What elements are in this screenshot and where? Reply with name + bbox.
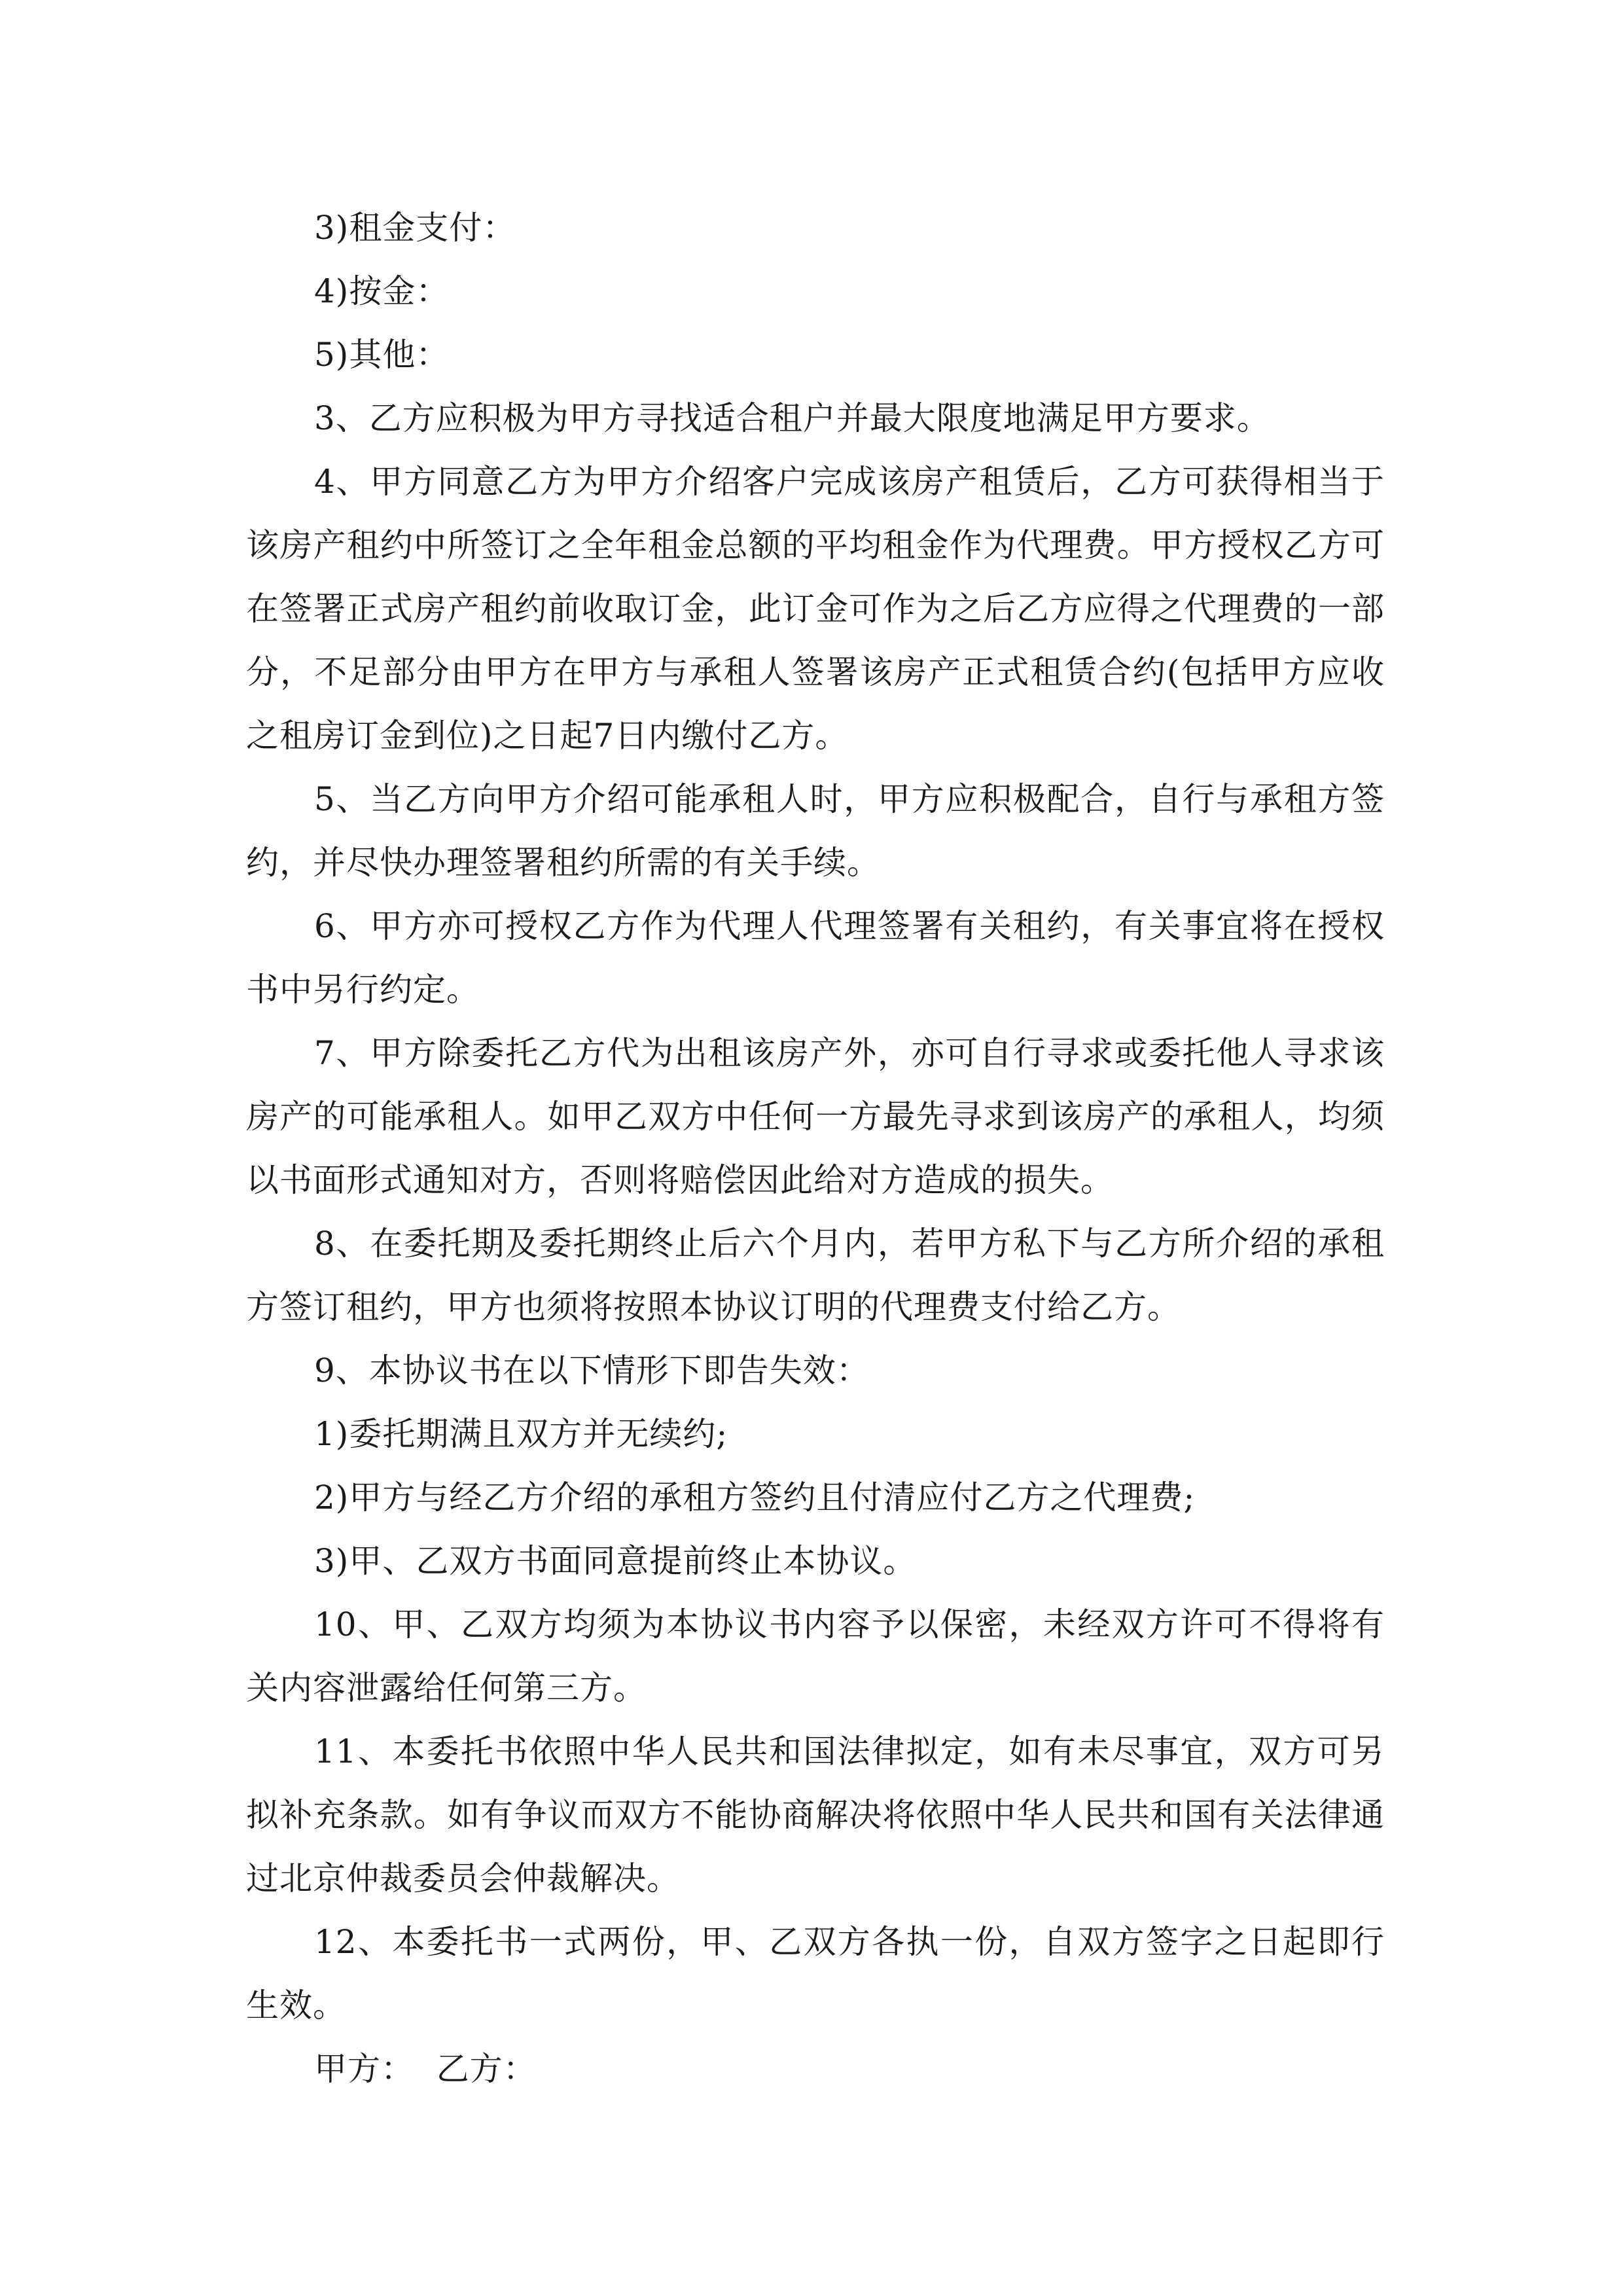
clause-9-item-3: 3)甲、乙双方书面同意提前终止本协议。 — [314, 1542, 917, 1580]
signature-line — [246, 2037, 1385, 2101]
party-b-label: 乙方： — [436, 2050, 537, 2088]
clause-6: 6、甲方亦可授权乙方作为代理人代理签署有关租约，有关事宜将在授权书中另行约定。 — [246, 907, 1385, 1009]
clause-10: 10、甲、乙双方均须为本协议书内容予以保密，未经双方许可不得将有关内容泄露给任何第三方。 — [246, 1605, 1385, 1707]
clause-4: 4、甲方同意乙方为甲方介绍客户完成该房产租赁后，乙方可获得相当于该房产租约中所签订之全年租金总额的平均租金作为代理费。甲方授权乙方可在签署正式房产租约前收取订金，此订金可作为之后乙方应得之代理费的一部分，不足部分由甲方在甲方与承租人签署该房产正式租赁合约(包括甲方应收之租房订金到位)之日起7日内缴付乙方。 — [246, 463, 1385, 755]
clause-deposit: 4)按金： — [314, 272, 450, 310]
clause-9: 9、本协议书在以下情形下即告失效： — [314, 1352, 870, 1390]
clause-7: 7、甲方除委托乙方代为出租该房产外，亦可自行寻求或委托他人寻求该房产的可能承租人。如甲乙双方中任何一方最先寻求到该房产的承租人，均须以书面形式通知对方，否则将赔偿因此给对方造成的损失。 — [246, 1034, 1385, 1199]
clause-5: 5、当乙方向甲方介绍可能承租人时，甲方应积极配合，自行与承租方签约，并尽快办理签署租约所需的有关手续。 — [246, 780, 1385, 882]
clause-12: 12、本委托书一式两份，甲、乙双方各执一份，自双方签字之日起即行生效。 — [246, 1923, 1385, 2024]
clause-11: 11、本委托书依照中华人民共和国法律拟定，如有未尽事宜，双方可另拟补充条款。如有争议而双方不能协商解决将依照中华人民共和国有关法律通过北京仲裁委员会仲裁解决。 — [246, 1732, 1385, 1897]
clause-other: 5)其他： — [314, 336, 450, 374]
clause-9-item-1: 1)委托期满且双方并无续约; — [314, 1415, 728, 1453]
clause-8: 8、在委托期及委托期终止后六个月内，若甲方私下与乙方所介绍的承租方签订租约，甲方也须将按照本协议订明的代理费支付给乙方。 — [246, 1225, 1385, 1326]
clause-9-item-2: 2)甲方与经乙方介绍的承租方签约且付清应付乙方之代理费; — [314, 1479, 1196, 1516]
clause-3: 3、乙方应积极为甲方寻找适合租户并最大限度地满足甲方要求。 — [314, 399, 1270, 437]
document-body — [246, 196, 1385, 2101]
party-a-label: 甲方： — [314, 2050, 414, 2088]
clause-rent-payment: 3)租金支付： — [314, 209, 516, 247]
